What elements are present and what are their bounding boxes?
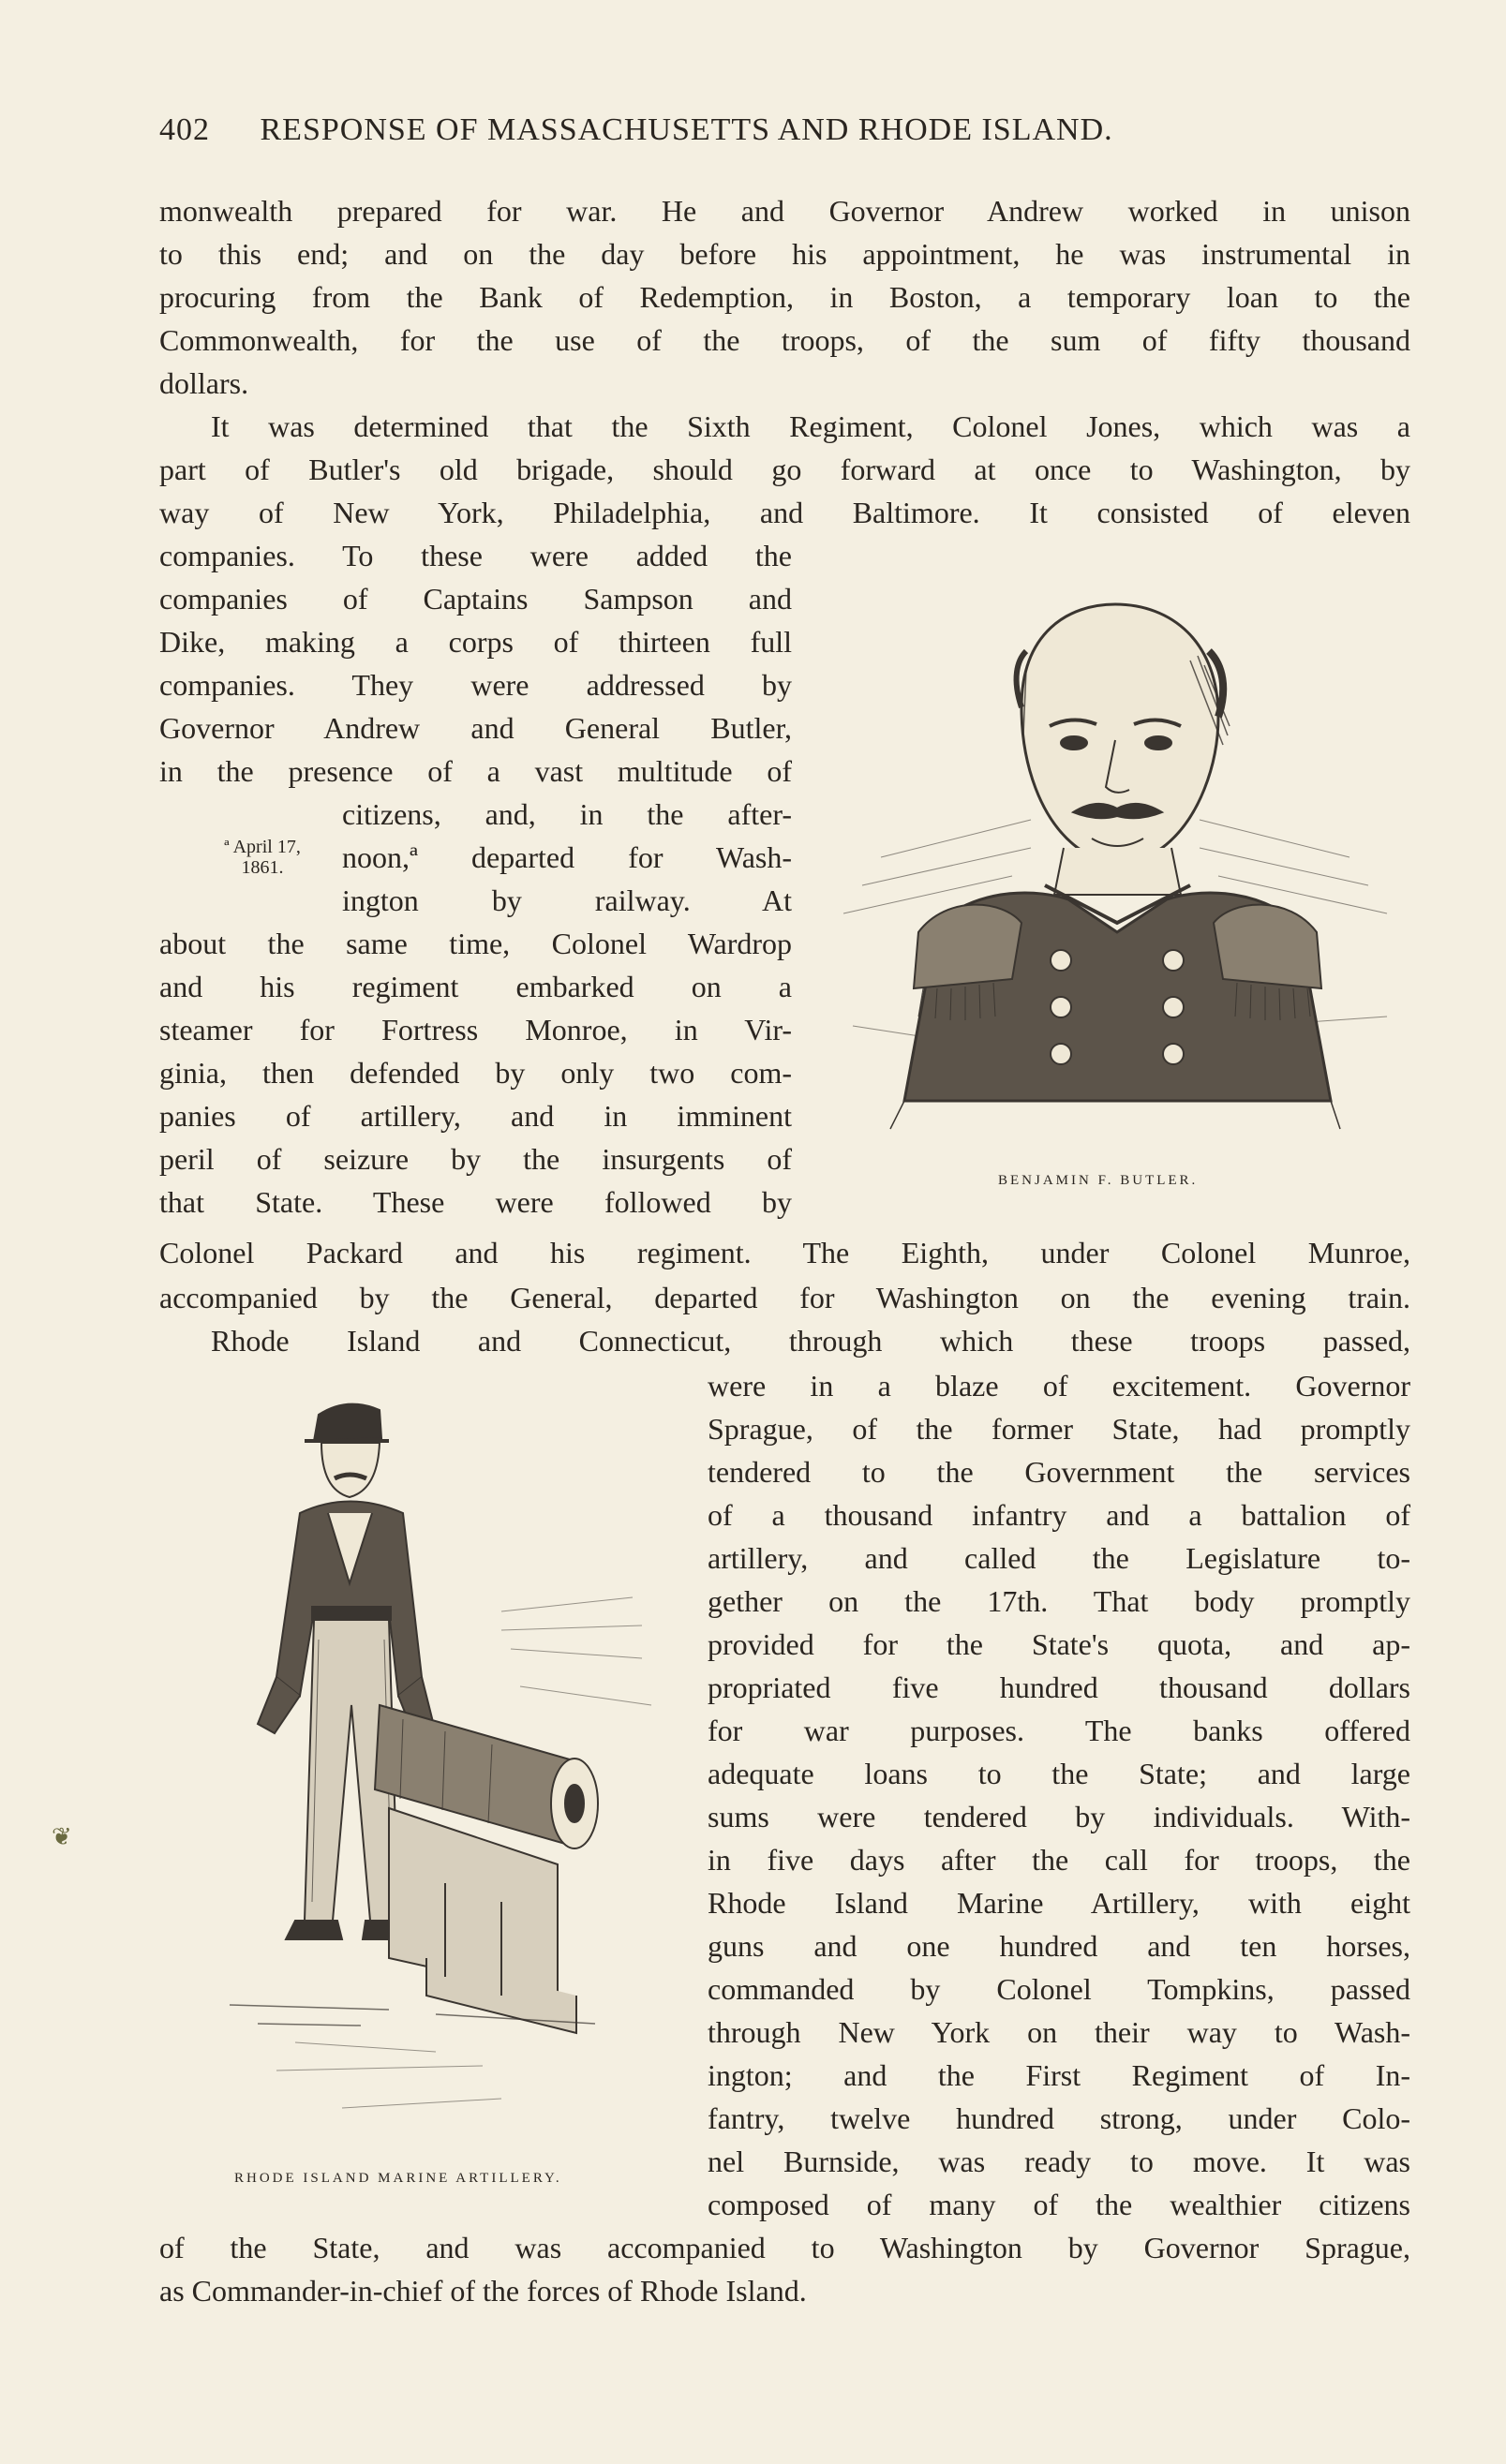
butler-portrait-figure	[825, 576, 1406, 1157]
text-line: ington by railway. At	[342, 883, 792, 917]
text-line: companies. They were addressed by	[159, 668, 792, 702]
butler-caption: BENJAMIN F. BUTLER.	[998, 1173, 1199, 1188]
text-line: companies of Captains Sampson and	[159, 582, 792, 616]
text-line: adequate loans to the State; and large	[708, 1757, 1410, 1790]
text-line: composed of many of the wealthier citizens	[708, 2188, 1410, 2221]
text-line: Dike, making a corps of thirteen full	[159, 625, 792, 659]
text-line: monwealth prepared for war. He and Governor Andrew worked in unison	[159, 194, 1410, 228]
text-line: that State. These were followed by	[159, 1185, 792, 1219]
text-line: were in a blaze of excitement. Governor	[708, 1369, 1410, 1403]
text-line: through New York on their way to Wash-	[708, 2015, 1410, 2049]
text-line: ington; and the First Regiment of In-	[708, 2058, 1410, 2092]
text-line: and his regiment embarked on a	[159, 970, 792, 1003]
text-line: propriated five hundred thousand dollars	[708, 1670, 1410, 1704]
text-line: noon,ª departed for Wash-	[342, 840, 792, 874]
text-line: about the same time, Colonel Wardrop	[159, 927, 792, 960]
text-line: procuring from the Bank of Redemption, in Boston, a temporary loan to the	[159, 280, 1410, 314]
text-line: Commonwealth, for the use of the troops, of the sum of fifty thousand	[159, 323, 1410, 357]
sidenote-date: ª April 17, 1861.	[224, 837, 301, 878]
text-line: It was determined that the Sixth Regiment, Colonel Jones, which was a	[211, 409, 1410, 443]
text-line: in the presence of a vast multitude of	[159, 754, 792, 788]
artillery-caption: RHODE ISLAND MARINE ARTILLERY.	[234, 2171, 562, 2186]
text-line: nel Burnside, was ready to move. It was	[708, 2145, 1410, 2178]
text-line: artillery, and called the Legislature to-	[708, 1541, 1410, 1575]
text-line: for war purposes. The banks offered	[708, 1714, 1410, 1747]
text-line: part of Butler's old brigade, should go forward at once to Washington, by	[159, 453, 1410, 486]
sidenote-mark: ª	[224, 837, 230, 857]
butler-portrait-engraving	[825, 576, 1406, 1157]
text-line: commanded by Colonel Tompkins, passed	[708, 1972, 1410, 2006]
text-line: accompanied by the General, departed for Washington on the evening train.	[159, 1281, 1410, 1314]
text-line: provided for the State's quota, and ap-	[708, 1627, 1410, 1661]
text-line: Rhode Island Marine Artillery, with eight	[708, 1886, 1410, 1920]
text-line: tendered to the Government the services	[708, 1455, 1410, 1489]
text-line: sums were tendered by individuals. With-	[708, 1800, 1410, 1833]
text-line: way of New York, Philadelphia, and Baltimore. It consisted of eleven	[159, 496, 1410, 529]
text-line: Governor Andrew and General Butler,	[159, 711, 792, 745]
text-line: Colonel Packard and his regiment. The Eighth, under Colonel Munroe,	[159, 1236, 1410, 1269]
running-title: RESPONSE OF MASSACHUSETTS AND RHODE ISLAND.	[260, 112, 1113, 147]
text-line: citizens, and, in the after-	[342, 797, 792, 831]
artillery-engraving	[201, 1396, 670, 2164]
text-line: of a thousand infantry and a battalion of	[708, 1498, 1410, 1532]
text-line: Sprague, of the former State, had promptly	[708, 1412, 1410, 1446]
text-line: companies. To these were added the	[159, 539, 792, 572]
text-line: ginia, then defended by only two com-	[159, 1056, 792, 1090]
text-line: to this end; and on the day before his appointment, he was instrumental in	[159, 237, 1410, 271]
page-number: 402	[159, 112, 210, 147]
text-line: Rhode Island and Connecticut, through which these troops passed,	[211, 1324, 1410, 1358]
text-line: gether on the 17th. That body promptly	[708, 1584, 1410, 1618]
text-line: in five days after the call for troops, the	[708, 1843, 1410, 1877]
margin-ornament: ❦	[52, 1823, 72, 1850]
text-line: panies of artillery, and in imminent	[159, 1099, 792, 1133]
text-line: as Commander-in-chief of the forces of Rhode Island.	[159, 2274, 807, 2308]
text-line: fantry, twelve hundred strong, under Colo-	[708, 2101, 1410, 2135]
running-header	[159, 112, 1415, 148]
artillery-figure	[201, 1396, 670, 2164]
text-line: dollars.	[159, 366, 249, 400]
text-line: peril of seizure by the insurgents of	[159, 1142, 792, 1176]
text-line: guns and one hundred and ten horses,	[708, 1929, 1410, 1963]
text-line: of the State, and was accompanied to Washington by Governor Sprague,	[159, 2231, 1410, 2264]
text-line: steamer for Fortress Monroe, in Vir-	[159, 1013, 792, 1046]
